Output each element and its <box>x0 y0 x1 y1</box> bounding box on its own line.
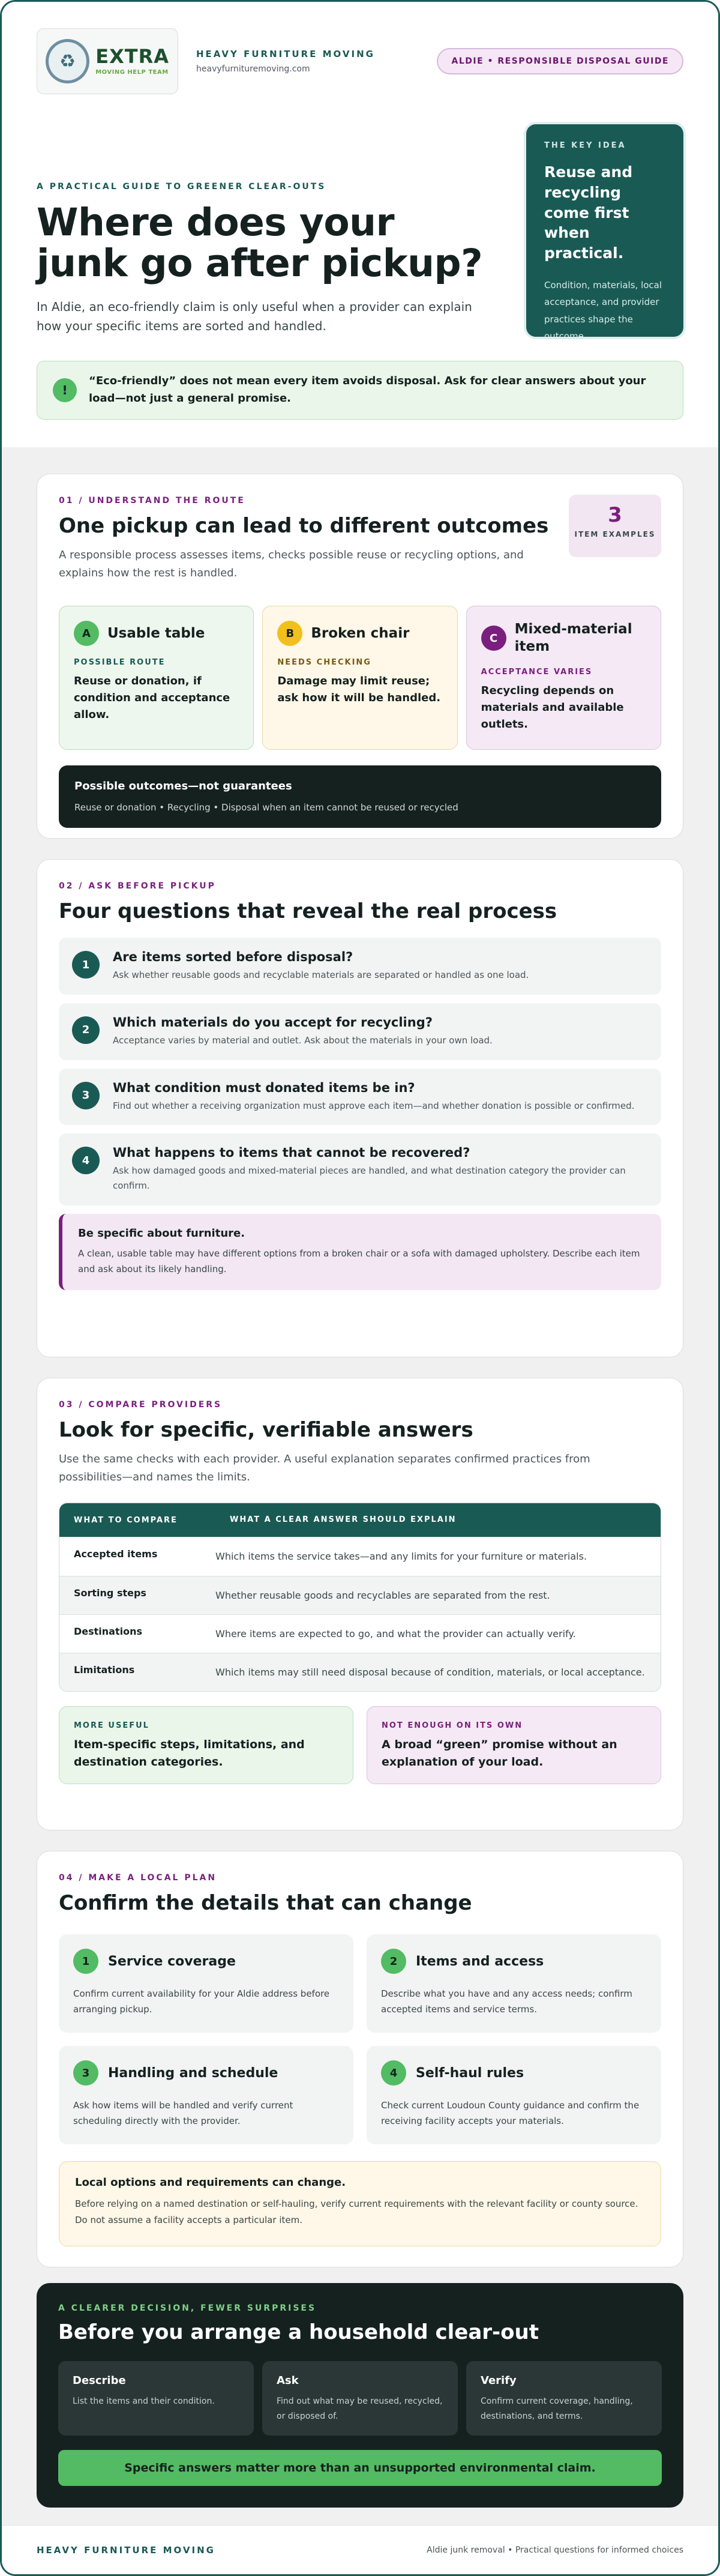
outcomes-banner <box>59 765 661 828</box>
route-name: Broken chair <box>311 626 410 641</box>
step-head <box>73 1949 339 1974</box>
question-title: What condition must donated items be in? <box>113 1080 415 1095</box>
step-title: Items and access <box>416 1953 544 1969</box>
route-badge: A <box>74 621 99 646</box>
question-title: Which materials do you accept for recycling? <box>113 1015 433 1030</box>
footer-brand: HEAVY FURNITURE MOVING <box>37 2544 215 2556</box>
logo-tagline: MOVING HELP TEAM <box>95 69 169 76</box>
question-item <box>59 1003 661 1060</box>
question-text: Find out whether a receiving organization must approve each item—and whether donation is possible or confirmed. <box>113 1100 635 1111</box>
key-idea-title: Reuse and recycling come first when practical. <box>544 163 633 262</box>
route-card-usable-table <box>59 606 254 750</box>
tile-title: Ask <box>277 2374 299 2387</box>
alert-text: “Eco-friendly” does not mean every item avoids disposal. Ask for clear answers about your load—not just a general promise. <box>89 375 646 405</box>
section-eyebrow: 04 / MAKE A LOCAL PLAN <box>59 1873 217 1883</box>
brand-name: HEAVY FURNITURE MOVING <box>196 49 375 59</box>
logo-wordmark: EXTRA <box>95 45 169 68</box>
tile-verify <box>466 2361 662 2436</box>
not-enough-box <box>367 1706 661 1784</box>
table-row <box>59 1537 661 1575</box>
table-header: WHAT A CLEAR ANSWER SHOULD EXPLAIN <box>230 1515 457 1525</box>
final-eyebrow: A CLEARER DECISION, FEWER SURPRISES <box>58 2303 317 2313</box>
question-number: 4 <box>72 1147 100 1174</box>
cta-banner: Specific answers matter more than an unsupported environmental claim. <box>58 2450 662 2486</box>
route-tag: ACCEPTANCE VARIES <box>481 667 593 677</box>
note-text: A clean, usable table may have different options from a broken chair or a sofa with damaged upholstery. Describe each item and ask about its likely handling. <box>78 1247 640 1274</box>
section-title: Four questions that reveal the real process <box>59 899 557 923</box>
section-title: Confirm the details that can change <box>59 1891 472 1915</box>
table-header: WHAT TO COMPARE <box>74 1515 178 1525</box>
section-eyebrow: 03 / COMPARE PROVIDERS <box>59 1400 223 1410</box>
final-cta-section <box>37 2283 683 2508</box>
footer <box>2 2525 718 2574</box>
section-description: Use the same checks with each provider. A useful explanation separates confirmed practices from possibilities—and names the limits. <box>59 1453 590 1483</box>
plan-step <box>367 1934 661 2033</box>
outcomes-title: Possible outcomes—not guarantees <box>74 780 292 793</box>
table-cell-label: Sorting steps <box>74 1587 146 1599</box>
step-number: 1 <box>73 1949 98 1974</box>
page-title: Where does your junk go after pickup? <box>37 201 483 286</box>
guide-pill: ALDIE • RESPONSIBLE DISPOSAL GUIDE <box>437 48 683 74</box>
exclamation-icon: ! <box>53 378 77 402</box>
route-head <box>74 621 239 646</box>
section-ask-before-pickup <box>37 859 683 1357</box>
outcomes-body: Reuse or donation • Recycling • Disposal when an item cannot be reused or recycled <box>74 802 458 813</box>
hero-section <box>2 2 718 447</box>
hero-lede: In Aldie, an eco-friendly claim is only useful when a provider can explain how your specific items are sorted and handled. <box>37 300 472 334</box>
more-useful-text: Item-specific steps, limitations, and destination categories. <box>74 1738 305 1769</box>
step-text: Check current Loudoun County guidance and confirm the receiving facility accepts your materials. <box>381 2100 640 2127</box>
note-title: Be specific about furniture. <box>78 1226 245 1240</box>
route-text: Recycling depends on materials and available outlets. <box>481 684 624 731</box>
key-idea-body: Condition, materials, local acceptance, and provider practices shape the outcome. <box>544 279 662 342</box>
section-understand-route <box>37 474 683 839</box>
comparison-table <box>59 1503 661 1692</box>
route-head <box>481 621 646 656</box>
table-cell-label: Accepted items <box>74 1548 158 1560</box>
step-text: Confirm current availability for your Aldie address before arranging pickup. <box>73 1988 330 2015</box>
not-enough-tag: NOT ENOUGH ON ITS OWN <box>382 1721 523 1731</box>
sofa-icon: ♻ <box>46 39 89 83</box>
step-head <box>381 1949 647 1974</box>
tile-describe <box>58 2361 254 2436</box>
table-header-row <box>59 1503 661 1537</box>
local-note-text: Before relying on a named destination or self-hauling, verify current requirements with the relevant facility or county source. Do not assume a facility accepts a particular item. <box>75 2198 638 2225</box>
furniture-note <box>59 1214 661 1291</box>
question-item <box>59 1133 661 1205</box>
table-cell-text: Which items may still need disposal because of condition, materials, or local acceptance. <box>215 1666 645 1678</box>
eco-alert <box>37 361 683 420</box>
route-badge: B <box>277 621 302 646</box>
question-list <box>59 938 661 1205</box>
tile-text: Confirm current coverage, handling, destinations, and terms. <box>481 2397 633 2421</box>
question-item <box>59 1069 661 1126</box>
question-body <box>113 1015 493 1048</box>
local-requirements-note <box>59 2161 661 2246</box>
question-text: Acceptance varies by material and outlet. Ask about the materials in your own load. <box>113 1034 493 1046</box>
local-note-title: Local options and requirements can change. <box>75 2176 346 2189</box>
route-card-broken-chair <box>262 606 457 750</box>
logo-text <box>95 47 169 76</box>
not-enough-text: A broad “green” promise without an explanation of your load. <box>382 1738 617 1769</box>
footer-meta: Aldie junk removal • Practical questions for informed choices <box>427 2545 683 2555</box>
question-text: Ask whether reusable goods and recyclable materials are separated or handled as one load. <box>113 970 529 980</box>
question-number: 2 <box>72 1016 100 1044</box>
table-cell-label: Destinations <box>74 1625 143 1637</box>
section-description: A responsible process assesses items, checks possible reuse or recycling options, and explains how the rest is handled. <box>59 549 524 579</box>
final-tiles <box>58 2361 662 2436</box>
table-row <box>59 1653 661 1691</box>
top-bar <box>37 28 683 94</box>
table-row <box>59 1576 661 1614</box>
route-tag: NEEDS CHECKING <box>277 658 371 668</box>
step-text: Ask how items will be handled and verify current scheduling directly with the provider. <box>73 2100 293 2127</box>
step-head <box>381 2060 647 2086</box>
question-body <box>113 950 529 983</box>
step-title: Self-haul rules <box>416 2065 524 2081</box>
question-title: What happens to items that cannot be recovered? <box>113 1145 470 1160</box>
section-eyebrow: 01 / UNDERSTAND THE ROUTE <box>59 496 245 505</box>
item-count-label: ITEM EXAMPLES <box>574 530 656 538</box>
tile-title: Verify <box>481 2374 517 2387</box>
step-title: Handling and schedule <box>108 2065 278 2081</box>
tile-ask <box>262 2361 458 2436</box>
route-text: Damage may limit reuse; ask how it will be handled. <box>277 675 441 705</box>
tile-title: Describe <box>73 2374 126 2387</box>
question-body <box>113 1145 648 1193</box>
plan-step <box>59 1934 353 2033</box>
section-eyebrow: 02 / ASK BEFORE PICKUP <box>59 881 216 891</box>
step-number: 4 <box>381 2060 406 2086</box>
question-body <box>113 1081 634 1114</box>
table-cell-text: Where items are expected to go, and what the provider can actually verify. <box>215 1627 576 1639</box>
plan-step <box>367 2046 661 2144</box>
tile-text: List the items and their condition. <box>73 2397 215 2406</box>
logo[interactable] <box>37 28 178 94</box>
table-cell-text: Which items the service takes—and any limits for your furniture or materials. <box>215 1551 587 1563</box>
key-idea-eyebrow: THE KEY IDEA <box>544 141 626 150</box>
route-name: Usable table <box>107 626 205 641</box>
key-idea-card <box>526 124 683 342</box>
question-text: Ask how damaged goods and mixed-material pieces are handled, and what destination category the provider can confirm. <box>113 1165 626 1191</box>
step-title: Service coverage <box>108 1953 236 1969</box>
tile-text: Find out what may be reused, recycled, or disposed of. <box>277 2397 443 2421</box>
route-name: Mixed-material item <box>514 621 632 655</box>
route-head <box>277 621 442 646</box>
section-title: One pickup can lead to different outcomes <box>59 514 549 538</box>
step-number: 2 <box>381 1949 406 1974</box>
table-row <box>59 1614 661 1653</box>
question-title: Are items sorted before disposal? <box>113 950 353 964</box>
table-cell-label: Limitations <box>74 1664 135 1676</box>
item-count-number: 3 <box>608 503 622 527</box>
question-number: 3 <box>72 1082 100 1109</box>
answer-comparison <box>59 1706 661 1784</box>
brand <box>37 28 375 94</box>
item-count-box <box>569 495 661 557</box>
section-title: Look for specific, verifiable answers <box>59 1418 473 1442</box>
route-badge: C <box>481 626 506 651</box>
section-compare-providers <box>37 1378 683 1830</box>
step-head <box>73 2060 339 2086</box>
step-text: Describe what you have and any access needs; confirm accepted items and service terms. <box>381 1988 632 2015</box>
hero-eyebrow: A PRACTICAL GUIDE TO GREENER CLEAR-OUTS <box>37 182 326 192</box>
route-card-mixed-material <box>466 606 661 750</box>
question-item <box>59 938 661 995</box>
more-useful-box <box>59 1706 353 1784</box>
table-cell-text: Whether reusable goods and recyclables are separated from the rest. <box>215 1589 550 1601</box>
route-cards <box>59 606 661 750</box>
route-tag: POSSIBLE ROUTE <box>74 658 166 668</box>
final-title: Before you arrange a household clear-out <box>58 2320 539 2344</box>
question-number: 1 <box>72 951 100 979</box>
brand-url[interactable]: heavyfurnituremoving.com <box>196 64 310 74</box>
route-text: Reuse or donation, if condition and acceptance allow. <box>74 675 230 722</box>
hero-intro <box>37 182 493 336</box>
plan-step <box>59 2046 353 2144</box>
step-number: 3 <box>73 2060 98 2086</box>
more-useful-tag: MORE USEFUL <box>74 1721 149 1731</box>
plan-steps <box>59 1934 661 2144</box>
section-local-plan <box>37 1851 683 2267</box>
brand-info <box>196 49 375 74</box>
